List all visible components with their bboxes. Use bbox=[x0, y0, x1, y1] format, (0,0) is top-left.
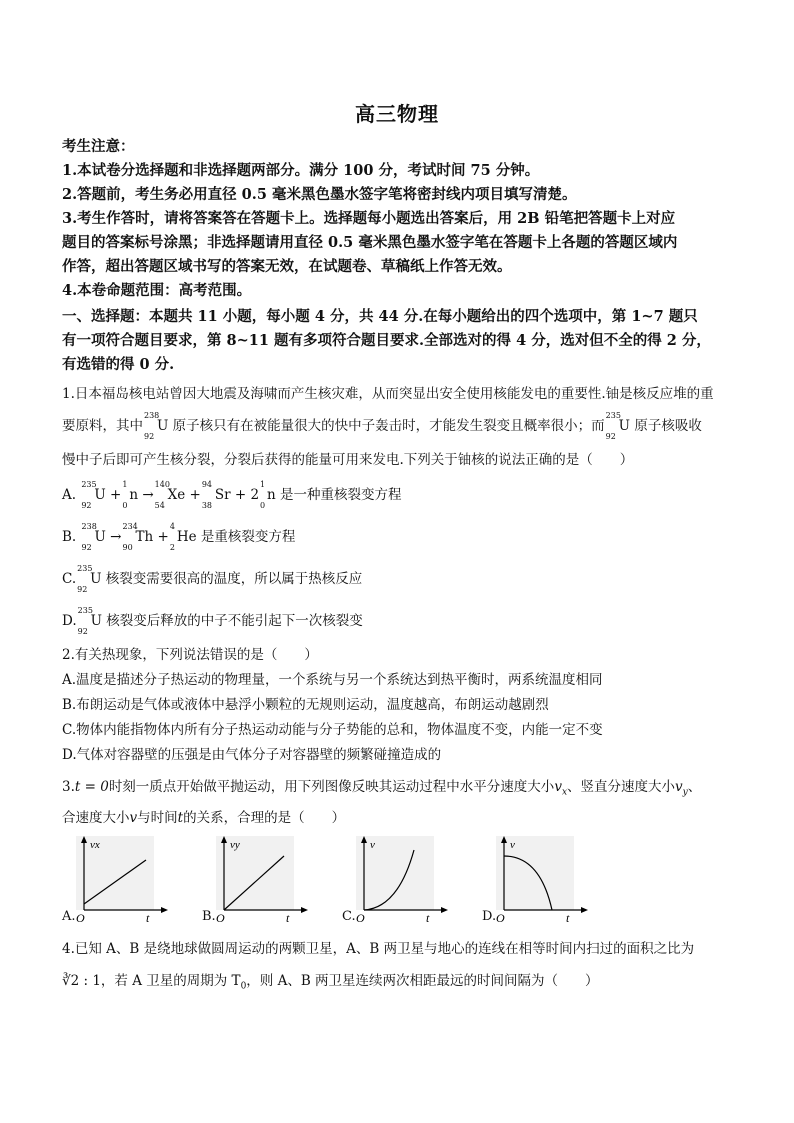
graph-c-svg bbox=[356, 834, 456, 922]
q2-stem: 2.有关热现象，下列说法错误的是（ ） bbox=[62, 647, 318, 663]
q3-graph-c[interactable] bbox=[342, 834, 462, 924]
notice-heading: 考生注意： bbox=[62, 138, 135, 155]
q1-option-c: C. 235 92 U 核裂变需要很高的温度，所以属于热核反应 bbox=[62, 564, 363, 594]
graph-a-svg bbox=[76, 834, 176, 922]
q4-stem-line-2: ∛2 : 1，若 A 卫星的周期为 $T_0$，则 A、B 两卫星连续两次相距最远的时间间隔为（ ） bbox=[62, 973, 599, 992]
q1-option-a: A. 235 92 U + 1 0 n → 140 54 Xe + 94 38 Sr + 2 1 0 n 是一种重核裂变方程 bbox=[62, 480, 402, 510]
notice-line-4: 题目的答案标号涂黑；非选择题请用直径 0.5 毫米黑色墨水签字笔在答题卡上各题的答题区域内 bbox=[62, 234, 678, 251]
q1-option-d: D. 235 92 U 核裂变后释放的中子不能引起下一次核裂变 bbox=[62, 606, 363, 636]
q3-graph-a[interactable] bbox=[62, 834, 182, 924]
q3-graph-d[interactable] bbox=[482, 834, 602, 924]
graph-b-svg bbox=[216, 834, 316, 922]
option-label-d: D. bbox=[482, 909, 497, 924]
notice-line-1: 1.本试卷分选择题和非选择题两部分。满分 100 分，考试时间 75 分钟。 bbox=[62, 162, 540, 179]
graph-d-ylabel: v bbox=[510, 839, 515, 851]
section-line-1: 一、选择题：本题共 11 小题，每小题 4 分，共 44 分.在每小题给出的四个选项中，第 1~7 题只 bbox=[62, 308, 698, 325]
q3-stem-line-1: 3.t = 0时刻一质点开始做平抛运动，用下列图像反映其运动过程中水平分速度大小$v_x$、竖直分速度大小$v_y$、 bbox=[62, 779, 702, 798]
q2-option-d: D.气体对容器壁的压强是由气体分子对容器壁的频繁碰撞造成的 bbox=[62, 747, 442, 763]
option-label-c: C. bbox=[342, 909, 356, 924]
notice-line-3: 3.考生作答时，请将答案答在答题卡上。选择题每小题选出答案后，用 2B 铅笔把答题卡上对应 bbox=[62, 210, 676, 227]
page-title: 高三物理 bbox=[355, 102, 439, 126]
q1-option-b: B. 238 92 U → 234 90 Th + 4 2 He 是重核裂变方程 bbox=[62, 522, 296, 552]
notice-line-2: 2.答题前，考生务必用直径 0.5 毫米黑色墨水签字笔将密封线内项目填写清楚。 bbox=[62, 186, 577, 203]
svg-text:O: O bbox=[496, 911, 505, 922]
q3-stem-line-2: 合速度大小v与时间t的关系，合理的是（ ） bbox=[62, 810, 346, 826]
q1-stem-line-2: 要原料，其中 238 92 U 原子核只有在被能量很大的快中子轰击时，才能发生裂变且概率很小；而 235 92 U 原子核吸收 bbox=[62, 411, 702, 441]
svg-text:t: t bbox=[146, 911, 150, 922]
section-line-2: 有一项符合题目要求，第 8~11 题有多项符合题目要求.全部选对的得 4 分，选对但不全的得 2 分， bbox=[62, 332, 711, 349]
svg-text:O: O bbox=[76, 911, 85, 922]
svg-text:t: t bbox=[426, 911, 430, 922]
svg-text:t: t bbox=[566, 911, 570, 922]
graph-a-ylabel: vx bbox=[90, 839, 100, 851]
option-label-a: A. bbox=[62, 909, 76, 924]
option-label-b: B. bbox=[202, 909, 216, 924]
q3-graph-b[interactable] bbox=[202, 834, 322, 924]
q1-stem-line-1: 1.日本福岛核电站曾因大地震及海啸而产生核灾难，从而突显出安全使用核能发电的重要性.铀是核反应堆的重 bbox=[62, 386, 714, 402]
notice-line-6: 4.本卷命题范围：高考范围。 bbox=[62, 282, 252, 299]
svg-text:O: O bbox=[216, 911, 225, 922]
section-line-3: 有选错的得 0 分. bbox=[62, 356, 175, 373]
q2-option-b: B.布朗运动是气体或液体中悬浮小颗粒的无规则运动，温度越高，布朗运动越剧烈 bbox=[62, 697, 549, 713]
graph-c-ylabel: v bbox=[370, 839, 375, 851]
q4-stem-line-1: 4.已知 A、B 是绕地球做圆周运动的两颗卫星，A、B 两卫星与地心的连线在相等时间内扫过的面积之比为 bbox=[62, 941, 695, 957]
graph-b-ylabel: vy bbox=[230, 839, 240, 851]
q2-option-c: C.物体内能指物体内所有分子热运动动能与分子势能的总和，物体温度不变，内能一定不变 bbox=[62, 722, 603, 738]
notice-line-5: 作答，超出答题区域书写的答案无效，在试题卷、草稿纸上作答无效。 bbox=[62, 258, 512, 275]
svg-text:O: O bbox=[356, 911, 365, 922]
q1-stem-line-3: 慢中子后即可产生核分裂，分裂后获得的能量可用来发电.下列关于铀核的说法正确的是（ ） bbox=[62, 452, 634, 468]
q2-option-a: A.温度是描述分子热运动的物理量，一个系统与另一个系统达到热平衡时，两系统温度相同 bbox=[62, 672, 603, 688]
svg-text:t: t bbox=[286, 911, 290, 922]
graph-d-svg bbox=[496, 834, 596, 922]
q3-graph-options bbox=[62, 834, 622, 924]
